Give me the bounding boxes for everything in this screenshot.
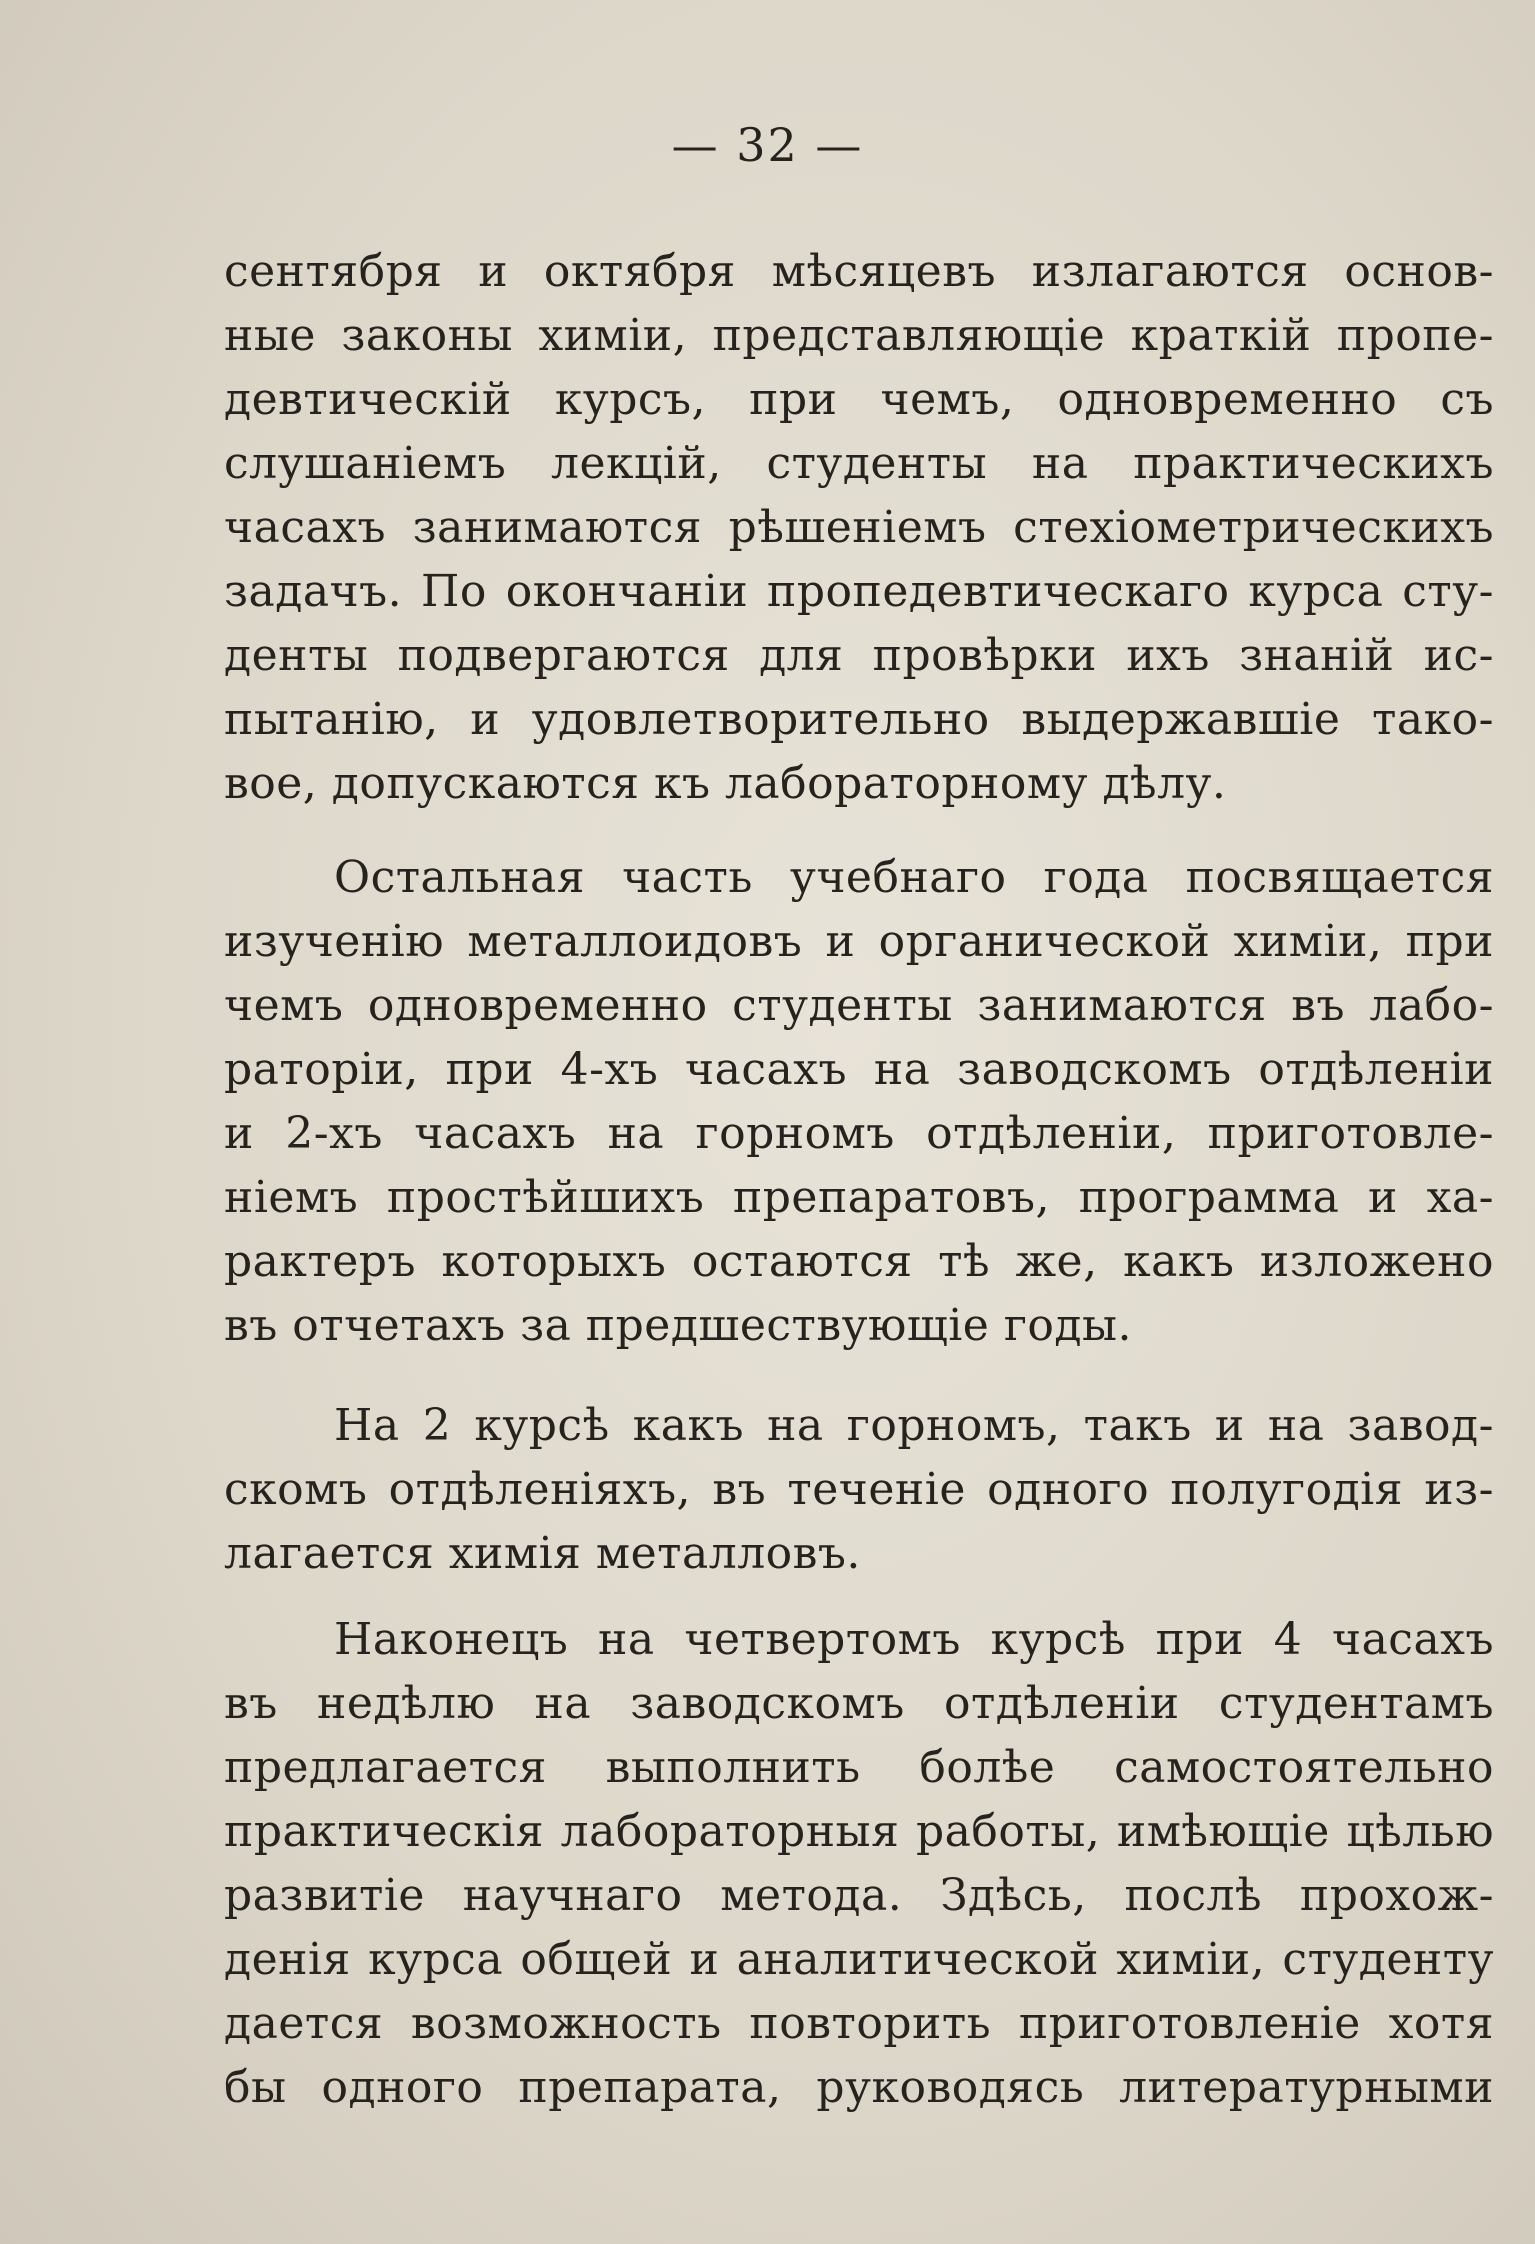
text-line: дается возможность повторить приготовленіе хотя (224, 1998, 1494, 2049)
text-line: въ недѣлю на заводскомъ отдѣленіи студентамъ (224, 1678, 1494, 1729)
text-line: пытанію, и удовлетворительно выдержавшіе тако- (224, 694, 1494, 745)
text-line: На 2 курсѣ какъ на горномъ, такъ и на завод- (334, 1400, 1494, 1451)
text-line: лагается химія металловъ. (224, 1528, 861, 1579)
text-line: часахъ занимаются рѣшеніемъ стехіометрическихъ (224, 502, 1494, 553)
text-line: бы одного препарата, руководясь литературными (224, 2062, 1494, 2113)
text-line: задачъ. По окончаніи пропедевтическаго курса сту- (224, 566, 1494, 617)
text-line: раторіи, при 4-хъ часахъ на заводскомъ отдѣленіи (224, 1044, 1494, 1095)
paragraph-2 (224, 846, 1494, 1358)
text-line: чемъ одновременно студенты занимаются въ лабо- (224, 980, 1494, 1031)
text-line: въ отчетахъ за предшествующіе годы. (224, 1300, 1132, 1351)
text-line: ные законы химіи, представляющіе краткій пропе- (224, 310, 1494, 361)
paragraph-3 (224, 1394, 1494, 1586)
paragraph-1 (224, 240, 1494, 816)
text-line: слушаніемъ лекцій, студенты на практическихъ (224, 438, 1494, 489)
text-line: практическія лабораторныя работы, имѣющіе цѣлью (224, 1806, 1494, 1857)
text-line: Наконецъ на четвертомъ курсѣ при 4 часахъ (334, 1614, 1494, 1665)
text-line: сентября и октября мѣсяцевъ излагаются основ- (224, 246, 1494, 297)
text-line: предлагается выполнить болѣе самостоятельно (224, 1742, 1494, 1793)
text-line: изученію металлоидовъ и органической химіи, при (224, 916, 1494, 967)
page-number: — 32 — (671, 118, 864, 172)
text-line: Остальная часть учебнаго года посвящается (334, 852, 1494, 903)
text-line: скомъ отдѣленіяхъ, въ теченіе одного полугодія из- (224, 1464, 1494, 1515)
text-line: денія курса общей и аналитической химіи, студенту (224, 1934, 1494, 1985)
text-line: вое, допускаются къ лабораторному дѣлу. (224, 758, 1227, 809)
paragraph-4 (224, 1608, 1494, 2120)
text-line: и 2-хъ часахъ на горномъ отдѣленіи, приготовле- (224, 1108, 1494, 1159)
text-line: денты подвергаются для провѣрки ихъ знаній ис- (224, 630, 1494, 681)
text-line: девтическій курсъ, при чемъ, одновременно съ (224, 374, 1494, 425)
text-line: ніемъ простѣйшихъ препаратовъ, программа и ха- (224, 1172, 1494, 1223)
text-line: рактеръ которыхъ остаются тѣ же, какъ изложено (224, 1236, 1494, 1287)
text-line: развитіе научнаго метода. Здѣсь, послѣ прохож- (224, 1870, 1494, 1921)
